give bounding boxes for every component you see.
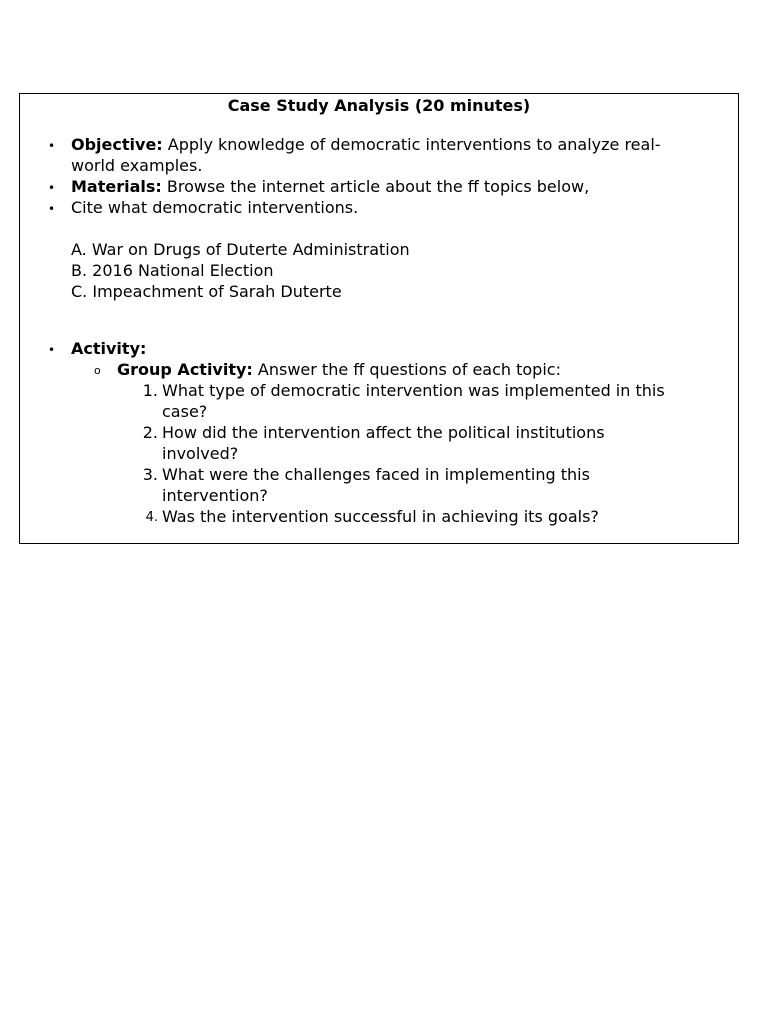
bullet-icon: • (48, 202, 56, 216)
question-text-continued: intervention? (162, 486, 268, 505)
objective-label: Objective: (71, 135, 163, 154)
group-activity-text: Answer the ff questions of each topic: (252, 360, 561, 379)
group-activity-line (117, 359, 561, 380)
section-title: Case Study Analysis (20 minutes) (227, 96, 531, 115)
materials-text: Browse the internet article about the ff topics below, (161, 177, 590, 196)
question-number: 1. (142, 381, 158, 400)
circle-bullet-icon: o (94, 364, 101, 377)
bullet-icon: • (48, 343, 56, 357)
activity-label-text: Activity: (71, 339, 147, 358)
question-number: 4. (145, 510, 158, 525)
question-text: What type of democratic intervention was implemented in this (162, 381, 665, 400)
topic-item: C. Impeachment of Sarah Duterte (71, 282, 342, 301)
activity-label (71, 338, 146, 359)
objective-text: Apply knowledge of democratic interventions to analyze real- (162, 135, 661, 154)
question-number: 2. (142, 423, 158, 442)
materials-line (71, 176, 589, 197)
bullet-icon: • (48, 139, 56, 153)
group-activity-label: Group Activity: (117, 360, 253, 379)
question-text-continued: involved? (162, 444, 239, 463)
topic-item: B. 2016 National Election (71, 261, 274, 280)
objective-line (71, 134, 661, 155)
materials-label: Materials: (71, 177, 162, 196)
bullet-icon: • (48, 181, 56, 195)
cite-line: Cite what democratic interventions. (71, 198, 359, 217)
question-text: What were the challenges faced in implementing this (162, 465, 590, 484)
question-text-continued: case? (162, 402, 208, 421)
question-text: How did the intervention affect the political institutions (162, 423, 605, 442)
topic-item: A. War on Drugs of Duterte Administration (71, 240, 410, 259)
question-number: 3. (142, 465, 158, 484)
question-text: Was the intervention successful in achieving its goals? (162, 507, 599, 526)
objective-line-continued: world examples. (71, 156, 203, 175)
case-study-box (19, 93, 739, 544)
